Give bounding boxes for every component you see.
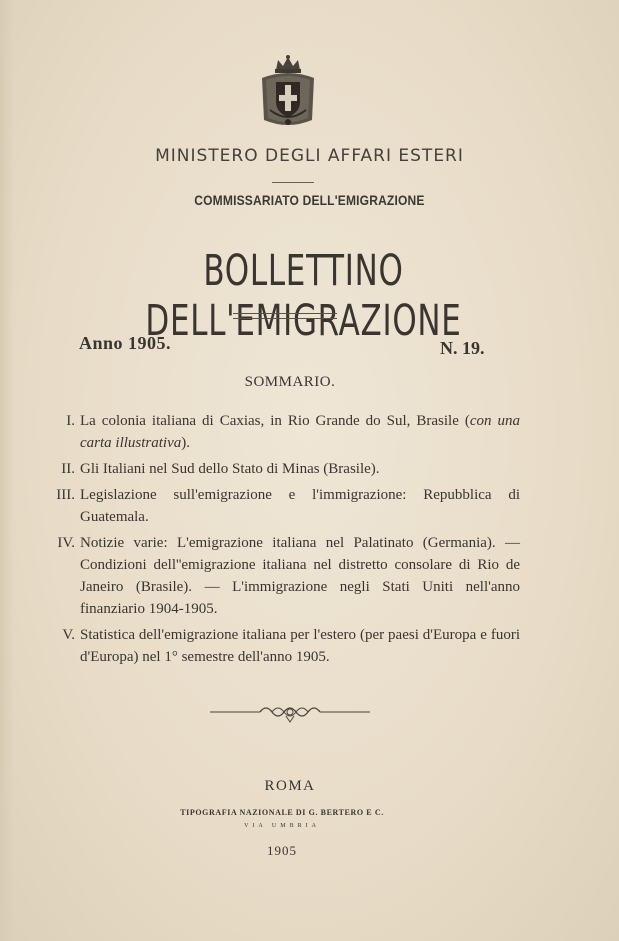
imprint-printer: TIPOGRAFIA NAZIONALE DI G. BERTERO E C. (180, 808, 384, 817)
toc-item (48, 624, 520, 668)
toc-item-number: IV. (57, 535, 75, 551)
toc-item-text: Gli Italiani nel Sud dello Stato di Minas (Brasile). (80, 461, 380, 477)
table-of-contents (48, 410, 520, 672)
imprint-year: 1905 (267, 843, 297, 858)
summary-heading: SOMMARIO. (244, 374, 336, 390)
imprint-address: VIA UMBRIA (244, 823, 320, 829)
issue-year: Anno 1905. (79, 333, 172, 353)
toc-item-number: V. (62, 627, 75, 643)
royal-crest-icon (256, 54, 320, 130)
toc-item-number: III. (56, 487, 75, 503)
toc-item (48, 484, 520, 528)
toc-item-text: Statistica dell'emigrazione italiana per l'estero (per paesi d'Europa e fuori d'Europa) nel 1° semestre dell'anno 1905. (80, 627, 520, 665)
toc-item-text: Notizie varie: L'emigrazione italiana nel Palatinato (Germania). — Condizioni dell''emigrazione italiana nel distretto consolare di Rio de Janeiro (Brasile). — L'immigrazione negli Stati Uniti nell'anno finanziario 1904-1905. (80, 535, 520, 617)
toc-item (48, 532, 520, 620)
ornament-divider-icon (210, 700, 370, 724)
issue-number: N. 19. (440, 338, 485, 358)
toc-item-text: La colonia italiana di Caxias, in Rio Grande do Sul, Brasile (con una carta illustrativa). (80, 413, 520, 451)
toc-item-text: Legislazione sull'emigrazione e l'immigrazione: Repubblica di Guatemala. (80, 487, 520, 525)
imprint-city: ROMA (264, 778, 316, 794)
toc-item-number: I. (66, 413, 75, 429)
publication-title: BOLLETTINO DELL'EMIGRAZIONE (145, 246, 462, 346)
toc-item-italic: con una carta illustrativa (80, 413, 520, 451)
toc-item (48, 458, 520, 480)
ministry-name: MINISTERO DEGLI AFFARI ESTERI (155, 146, 464, 166)
department-name: COMMISSARIATO DELL'EMIGRAZIONE (194, 192, 425, 208)
toc-item (48, 410, 520, 454)
toc-item-number: II. (61, 461, 75, 477)
divider-short (272, 182, 314, 183)
title-divider (233, 313, 337, 319)
